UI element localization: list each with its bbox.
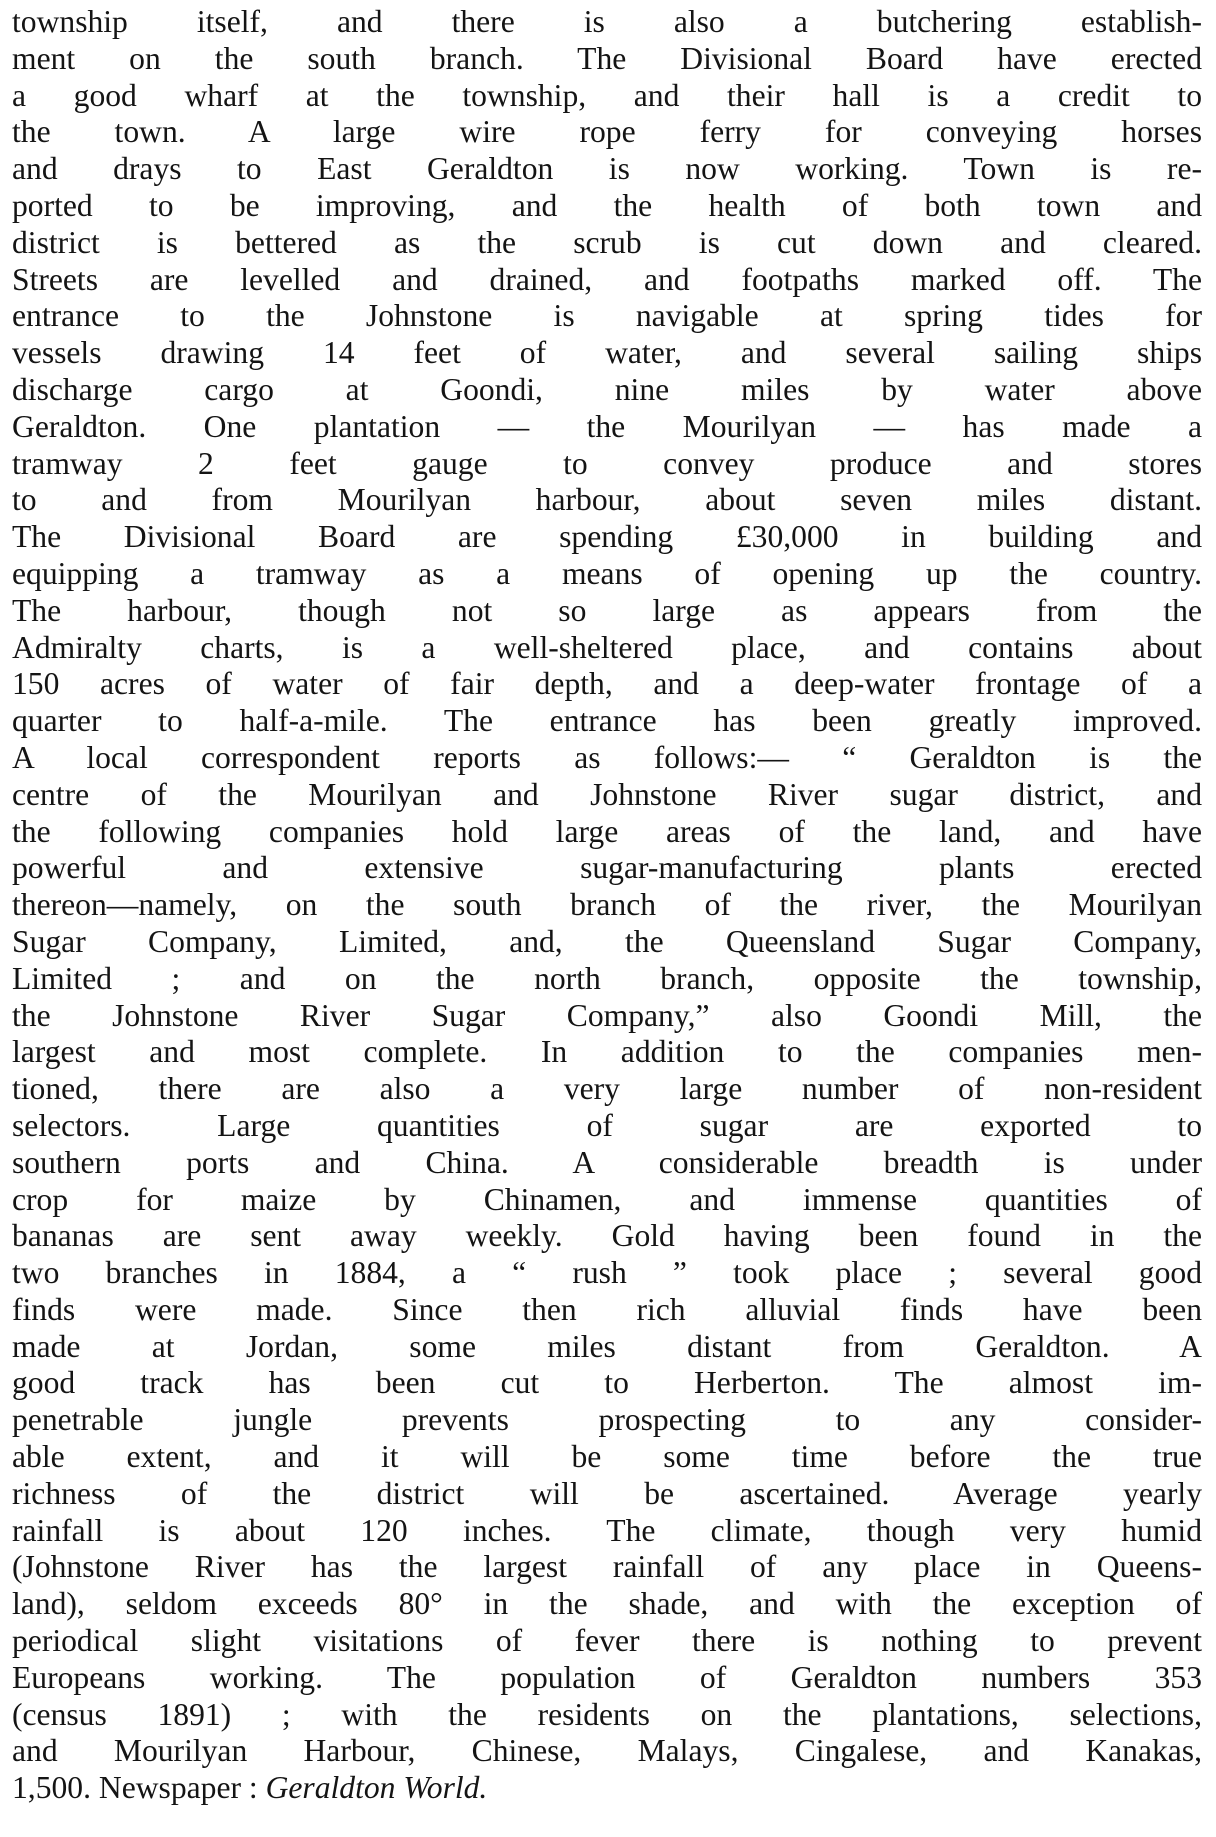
text-line: selectors. Large quantities of sugar are exported to [12, 1107, 1202, 1143]
text-line: the following companies hold large areas of the land, and have [12, 813, 1202, 849]
text-line: bananas are sent away weekly. Gold having been found in the [12, 1218, 1202, 1254]
text-line: the Johnstone River Sugar Company,” also Goondi Mill, the [12, 997, 1202, 1033]
text-line: Europeans working. The population of Geraldton numbers 353 [12, 1659, 1202, 1695]
text-line: (Johnstone River has the largest rainfall of any place in Queens- [12, 1549, 1202, 1585]
text-line: ported to be improving, and the health of both town and [12, 187, 1202, 223]
text-line: Geraldton. One plantation — the Mourilyan — has made a [12, 408, 1202, 444]
final-line [12, 1770, 1202, 1807]
text-line: southern ports and China. A considerable breadth is under [12, 1144, 1202, 1180]
newspaper-name: Geraldton World. [265, 1770, 488, 1806]
text-line: largest and most complete. In addition to the companies men- [12, 1034, 1202, 1070]
text-line: finds were made. Since then rich alluvial finds have been [12, 1291, 1202, 1327]
text-line: (census 1891) ; with the residents on the plantations, selections, [12, 1696, 1202, 1732]
text-line: crop for maize by Chinamen, and immense quantities of [12, 1181, 1202, 1217]
text-line: vessels drawing 14 feet of water, and several sailing ships [12, 335, 1202, 371]
text-line: Sugar Company, Limited, and, the Queensland Sugar Company, [12, 923, 1202, 959]
text-line: made at Jordan, some miles distant from Geraldton. A [12, 1328, 1202, 1364]
text-line: The harbour, though not so large as appears from the [12, 592, 1202, 628]
text-line: tioned, there are also a very large number of non-resident [12, 1071, 1202, 1107]
text-line: thereon—namely, on the south branch of the river, the Mourilyan [12, 887, 1202, 923]
text-line: penetrable jungle prevents prospecting to any consider- [12, 1402, 1202, 1438]
text-line: powerful and extensive sugar-manufacturing plants erected [12, 850, 1202, 886]
text-line: entrance to the Johnstone is navigable at spring tides for [12, 298, 1202, 334]
text-line: equipping a tramway as a means of opening up the country. [12, 555, 1202, 591]
text-line: district is bettered as the scrub is cut down and cleared. [12, 224, 1202, 260]
body-text [12, 4, 1202, 1807]
text-line: township itself, and there is also a butchering establish- [12, 4, 1202, 39]
text-line: 150 acres of water of fair depth, and a deep-water frontage of a [12, 666, 1202, 702]
text-line: able extent, and it will be some time before the true [12, 1439, 1202, 1475]
text-line: two branches in 1884, a “ rush ” took place ; several good [12, 1255, 1202, 1291]
text-line: centre of the Mourilyan and Johnstone River sugar district, and [12, 776, 1202, 812]
text-line: A local correspondent reports as follows:— “ Geraldton is the [12, 739, 1202, 775]
text-line: richness of the district will be ascertained. Average yearly [12, 1475, 1202, 1511]
text-line: periodical slight visitations of fever there is nothing to prevent [12, 1623, 1202, 1659]
text-line: quarter to half-a-mile. The entrance has been greatly improved. [12, 703, 1202, 739]
text-line: discharge cargo at Goondi, nine miles by water above [12, 371, 1202, 407]
text-line: and drays to East Geraldton is now working. Town is re- [12, 151, 1202, 187]
text-line: tramway 2 feet gauge to convey produce and stores [12, 445, 1202, 481]
text-line: The Divisional Board are spending £30,000 in building and [12, 519, 1202, 555]
text-line: good track has been cut to Herberton. The almost im- [12, 1365, 1202, 1401]
text-line: land), seldom exceeds 80° in the shade, and with the exception of [12, 1586, 1202, 1622]
text-line: Limited ; and on the north branch, opposite the township, [12, 960, 1202, 996]
text-line: Streets are levelled and drained, and footpaths marked off. The [12, 261, 1202, 297]
text-line: the town. A large wire rope ferry for conveying horses [12, 114, 1202, 150]
text-line: ment on the south branch. The Divisional Board have erected [12, 40, 1202, 76]
text-line: and Mourilyan Harbour, Chinese, Malays, Cingalese, and Kanakas, [12, 1733, 1202, 1769]
document-page [12, 4, 1202, 1807]
final-line-prefix: 1,500. Newspaper : [12, 1770, 266, 1806]
text-line: a good wharf at the township, and their hall is a credit to [12, 77, 1202, 113]
text-line: rainfall is about 120 inches. The climate, though very humid [12, 1512, 1202, 1548]
text-line: Admiralty charts, is a well-sheltered place, and contains about [12, 629, 1202, 665]
text-line: to and from Mourilyan harbour, about seven miles distant. [12, 482, 1202, 518]
